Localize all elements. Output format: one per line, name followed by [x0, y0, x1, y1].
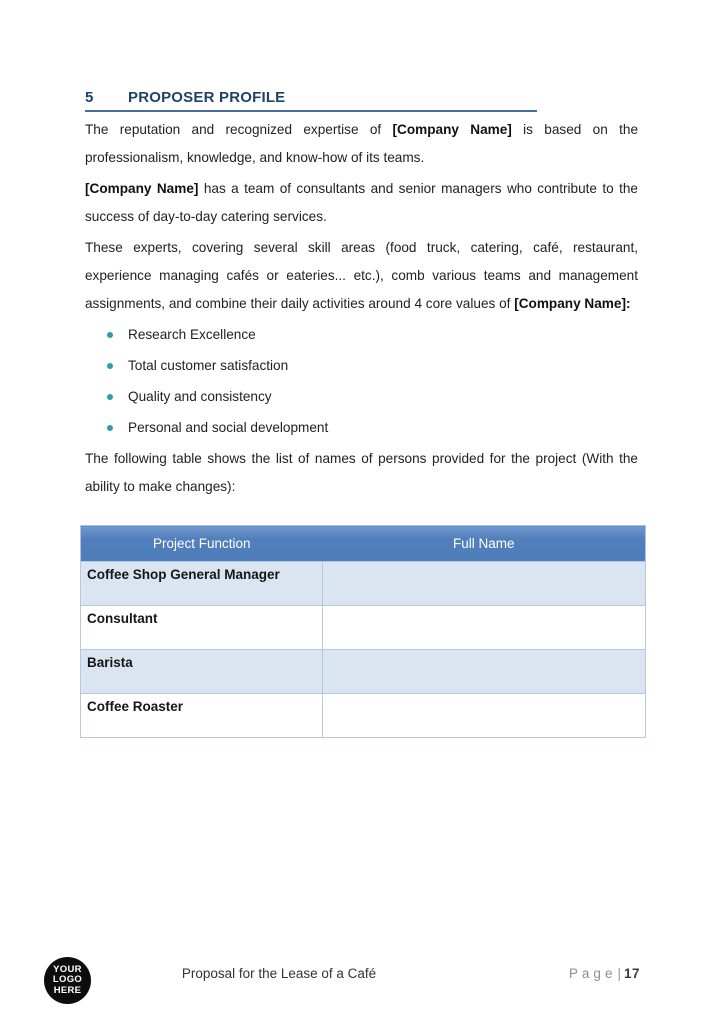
- bullet-icon: [107, 425, 113, 431]
- full-name-cell: [323, 562, 646, 606]
- footer-page-indicator: [569, 966, 640, 981]
- list-item: [85, 352, 638, 380]
- company-name-placeholder: [Company Name]: [392, 122, 512, 137]
- footer-doc-title: Proposal for the Lease of a Café: [181, 966, 377, 981]
- paragraph-text: These experts, covering several skill areas (food truck, catering, café, restaurant, experience managing cafés or eateries... etc.), comb various teams and management assignments, and combine their daily activities around 4 core values of: [85, 240, 638, 311]
- bullet-icon: [107, 332, 113, 338]
- paragraph-team: [85, 175, 638, 231]
- full-name-cell: [323, 650, 646, 694]
- list-item: [85, 321, 638, 349]
- list-item: [85, 414, 638, 442]
- company-name-placeholder: [Company Name]: [85, 181, 199, 196]
- page-word: Page: [568, 966, 617, 981]
- column-header-project-function: Project Function: [81, 526, 323, 562]
- full-name-cell: [323, 694, 646, 738]
- project-function-cell: Coffee Roaster: [81, 694, 323, 738]
- list-item-label: Personal and social development: [128, 420, 329, 435]
- bullet-icon: [107, 394, 113, 400]
- list-item-label: Total customer satisfaction: [128, 358, 289, 373]
- project-function-cell: Consultant: [81, 606, 323, 650]
- list-item-label: Quality and consistency: [128, 389, 272, 404]
- table-row: [81, 694, 646, 738]
- paragraph-experts: [85, 234, 638, 318]
- project-function-cell: Barista: [81, 650, 323, 694]
- table-row: [81, 562, 646, 606]
- page-separator: |: [617, 966, 621, 981]
- logo-line: YOUR: [53, 963, 82, 975]
- paragraph-text: has a team of consultants and senior managers who contribute to the success of day-to-day catering services.: [85, 181, 638, 224]
- page-body: [85, 88, 638, 738]
- table-row: [81, 650, 646, 694]
- paragraph-text: is based on the professionalism, knowledge, and know-how of its teams.: [85, 122, 638, 165]
- heading-rule: [85, 110, 537, 112]
- company-name-placeholder: [Company Name]:: [514, 296, 631, 311]
- column-header-full-name: Full Name: [323, 526, 646, 562]
- full-name-cell: [323, 606, 646, 650]
- table-header-row: [81, 526, 646, 562]
- staff-table: [80, 525, 646, 738]
- core-values-list: [85, 321, 638, 442]
- project-function-cell: Coffee Shop General Manager: [81, 562, 323, 606]
- page-number: 17: [623, 966, 640, 981]
- paragraph-table-intro: The following table shows the list of names of persons provided for the project (With the ability to make changes):: [85, 451, 638, 494]
- list-item-label: Research Excellence: [128, 327, 256, 342]
- table-row: [81, 606, 646, 650]
- bullet-icon: [107, 363, 113, 369]
- paragraph-text: The reputation and recognized expertise of: [85, 122, 393, 137]
- section-heading: [85, 88, 638, 107]
- logo-line: LOGO: [52, 974, 83, 986]
- section-number: 5: [85, 89, 94, 106]
- list-item: [85, 383, 638, 411]
- paragraph-reputation: [85, 116, 638, 172]
- logo-line: HERE: [53, 984, 82, 996]
- section-title: PROPOSER PROFILE: [128, 89, 286, 106]
